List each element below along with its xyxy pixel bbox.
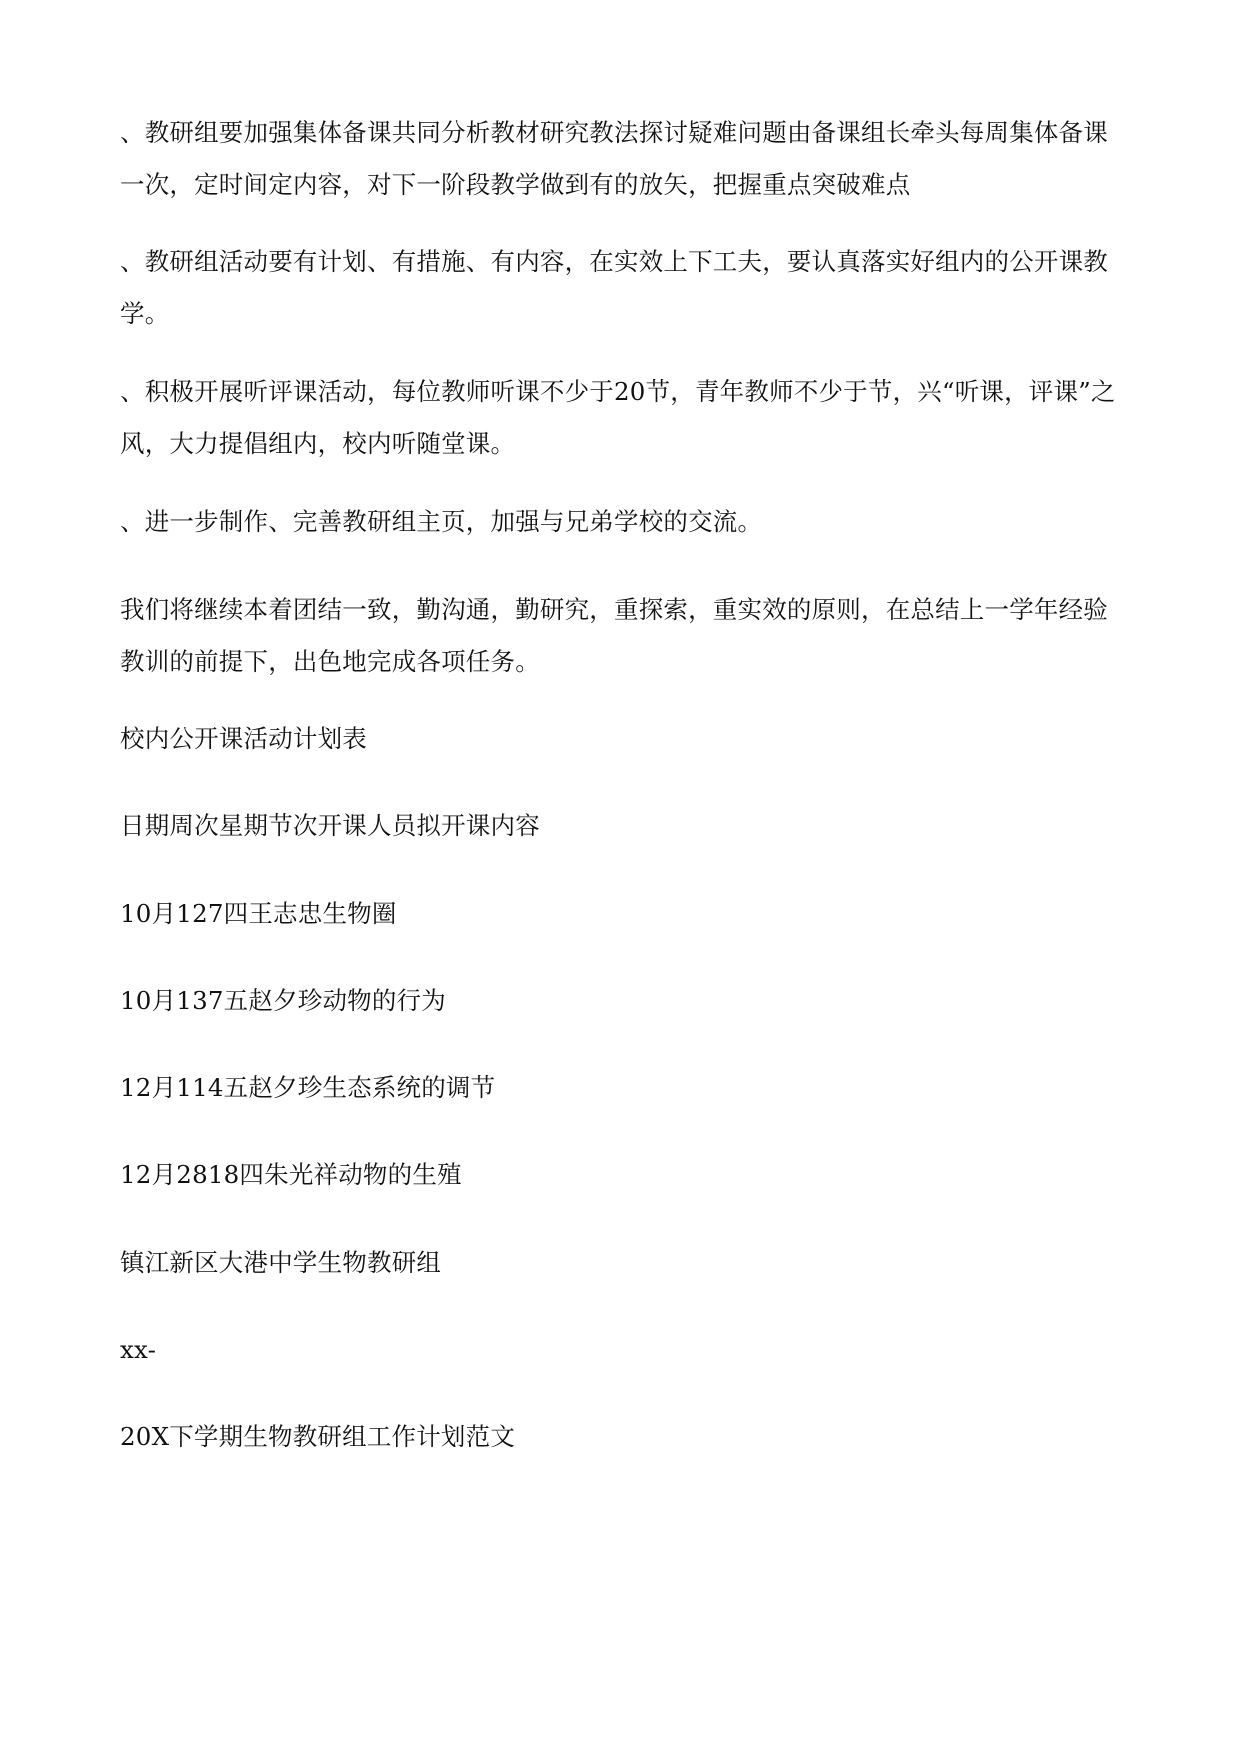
signature-organization: 镇江新区大港中学生物教研组 <box>120 1248 442 1277</box>
paragraph-homepage: 、进一步制作、完善教研组主页，加强与兄弟学校的交流。 <box>120 507 763 536</box>
next-document-title: 20X下学期生物教研组工作计划范文 <box>120 1422 516 1451</box>
schedule-table-title: 校内公开课活动计划表 <box>120 724 367 753</box>
schedule-row: 12月114五赵夕珍生态系统的调节 <box>120 1073 496 1102</box>
schedule-row: 10月127四王志忠生物圈 <box>120 899 397 928</box>
paragraph-group-activity: 、教研组活动要有计划、有措施、有内容，在实效上下工夫，要认真落实好组内的公开课教学。 <box>120 247 1108 328</box>
schedule-table-header: 日期周次星期节次开课人员拟开课内容 <box>120 811 540 840</box>
paragraph-lesson-observation: 、积极开展听评课活动，每位教师听课不少于20节，青年教师不少于节，兴“听课，评课”之风，大力提倡组内，校内听随堂课。 <box>120 377 1116 458</box>
schedule-row: 12月2818四朱光祥动物的生殖 <box>120 1160 462 1189</box>
signature-date: xx- <box>120 1335 157 1364</box>
paragraph-collective-lesson-prep: 、教研组要加强集体备课共同分析教材研究教法探讨疑难问题由备课组长牵头每周集体备课一次，定时间定内容，对下一阶段教学做到有的放矢，把握重点突破难点 <box>120 118 1108 199</box>
schedule-row: 10月137五赵夕珍动物的行为 <box>120 986 446 1015</box>
paragraph-conclusion: 我们将继续本着团结一致，勤沟通，勤研究，重探索，重实效的原则，在总结上一学年经验教训的前提下，出色地完成各项任务。 <box>120 595 1108 676</box>
